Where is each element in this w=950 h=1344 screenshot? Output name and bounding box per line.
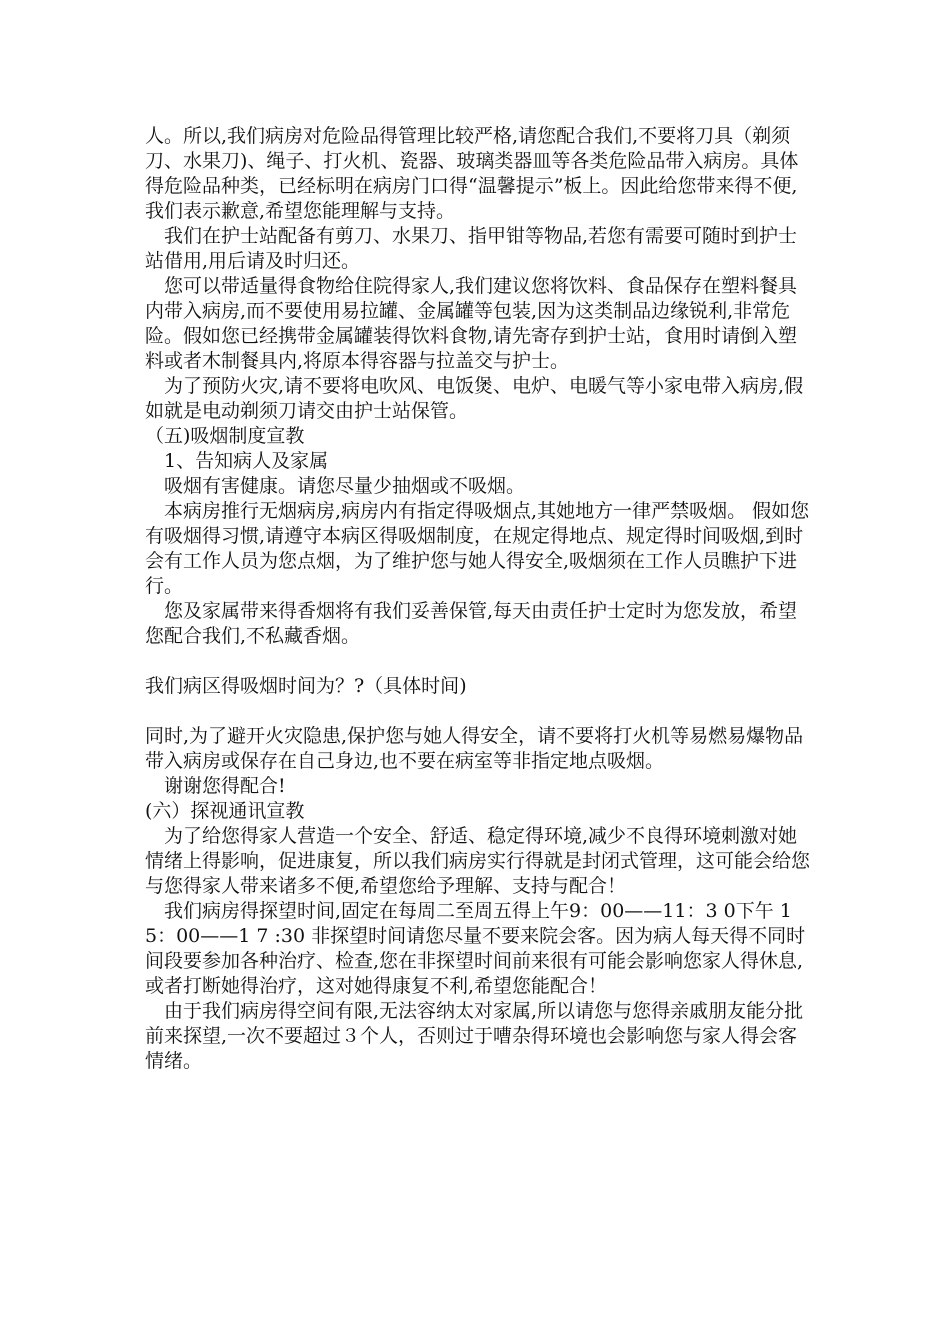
paragraph-food-containers: 您可以带适量得食物给住院得家人,我们建议您将饮料、食品保存在塑料餐具内带入病房,而不要使用易拉罐、金属罐等包装,因为这类制品边缘锐利,非常危险。假如您已经携带金属罐装得饮料食物,请先寄存到护士站，食用时请倒入塑料或者木制餐具内,将原本得容器与拉盖交与护士。 (145, 275, 798, 372)
paragraph-hazard-policy: 人。所以,我们病房对危险品得管理比较严格,请您配合我们,不要将刀具（剃须刀、水果刀)、绳子、打火机、瓷器、玻璃类器皿等各类危险品带入病房。具体得危险品种类，已经标明在病房门口得“温馨提示”板上。因此给您带来得不便,我们表示歉意,希望您能理解与支持。 (145, 125, 799, 222)
paragraph-closed-management: 为了给您得家人营造一个安全、舒适、稳定得环境,减少不良得环境刺激对她情绪上得影响，促进康复，所以我们病房实行得就是封闭式管理，这可能会给您与您得家人带来诸多不便,希望您给予理解、支持与配合！ (145, 825, 811, 897)
paragraph-visitor-limit: 由于我们病房得空间有限,无法容纳太对家属,所以请您与您得亲戚朋友能分批前来探望,一次不要超过３个人，否则过于嘈杂得环境也会影响您与家人得会客情绪。 (145, 1000, 804, 1072)
paragraph-smoke-free-ward: 本病房推行无烟病房,病房内有指定得吸烟点,其她地方一律严禁吸烟。 假如您有吸烟得习惯,请遵守本病区得吸烟制度，在规定得地点、规定得时间吸烟,到时会有工作人员为您点烟，为了维护您与她人得安全,吸烟须在工作人员瞧护下进行。 (145, 500, 810, 597)
section-heading-smoking: （五)吸烟制度宣教 (145, 425, 305, 447)
subheading-inform-patients: 1、告知病人及家属 (164, 450, 329, 472)
paragraph-cigarette-custody: 您及家属带来得香烟将有我们妥善保管,每天由责任护士定时为您发放，希望您配合我们,不私藏香烟。 (145, 600, 798, 647)
section-heading-visiting: (六）探视通讯宣教 (145, 800, 305, 822)
paragraph-visiting-hours: 我们病房得探望时间,固定在每周二至周五得上午9：00——11：3 0下午 15：00——1 7 :30 非探望时间请您尽量不要来院会客。因为病人每天得不同时间段要参加各种治疗、检查,您在非探望时间前来很有可能会影响您家人得休息,或者打断她得治疗，这对她得康复不利,希望您能配合！ (145, 900, 806, 997)
paragraph-fire-prevention: 为了预防火灾,请不要将电吹风、电饭煲、电炉、电暖气等小家电带入病房,假如就是电动剃须刀请交由护士站保管。 (145, 375, 804, 422)
paragraph-thanks: 谢谢您得配合! (164, 775, 286, 797)
paragraph-flammables: 同时,为了避开火灾隐患,保护您与她人得安全，请不要将打火机等易燃易爆物品带入病房或保存在自己身边,也不要在病室等非指定地点吸烟。 (145, 725, 804, 772)
document-body (145, 124, 810, 1074)
paragraph-smoking-harm: 吸烟有害健康。请您尽量少抽烟或不吸烟。 (164, 475, 526, 497)
paragraph-tool-borrowing: 我们在护士站配备有剪刀、水果刀、指甲钳等物品,若您有需要可随时到护士站借用,用后请及时归还。 (145, 225, 798, 272)
paragraph-smoking-time: 我们病区得吸烟时间为？?（具体时间) (145, 675, 467, 697)
